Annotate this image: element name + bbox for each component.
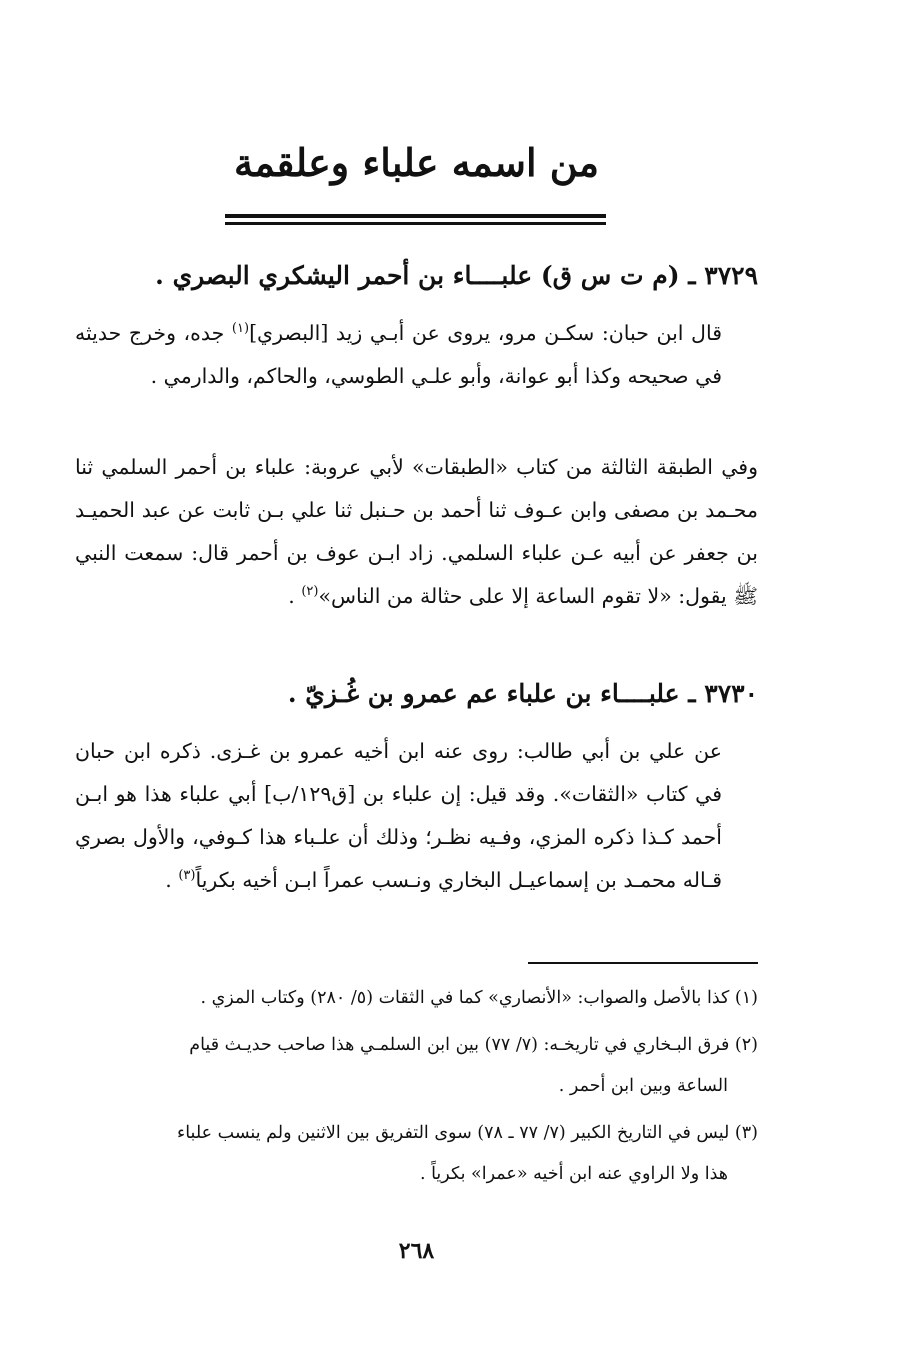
paragraph-text: قال ابن حبان: سكـن مرو، يروى عن أبـي زيد [البصري]	[249, 321, 722, 345]
paragraph-text: .	[165, 868, 179, 892]
chapter-title: من اسمه علباء وعلقمة	[233, 140, 600, 185]
footnote-separator	[528, 962, 758, 964]
entry-heading-3730: ٣٧٣٠ ـ علبــــاء بن علباء عم عمرو بن غُـزيّ .	[287, 679, 758, 708]
entry-3729-paragraph-2	[75, 446, 758, 618]
footnote-2	[75, 1025, 758, 1107]
footnote-text: (٣) ليس في التاريخ الكبير (٧/ ٧٧ ـ ٧٨) سوى التفريق بين الاثنين ولم ينسب علباء	[177, 1123, 758, 1143]
page-number: ٢٦٨	[398, 1238, 435, 1264]
footnote-3	[75, 1113, 758, 1195]
footnote-marker-1: (١)	[231, 321, 250, 337]
paragraph-text: وفي الطبقة الثالثة من كتاب «الطبقات» لأبي عروبة: علباء بن أحمر السلمي ثنا محـمد بن مصفى وابن عـوف ثنا أحمد بن حـنبل ثنا علي بـن ثابت عن عبد الحميـد بن جعفر عن أبيه عـن علباء السلمي. زاد ابـن عوف بن أحمر قال: سمعت النبي ﷺ يقول: «لا تقوم الساعة إلا على حثالة من الناس»	[75, 455, 758, 608]
footnote-marker-3: (٣)	[178, 868, 196, 884]
entry-3729-paragraph-1	[75, 312, 758, 398]
footnote-continuation: الساعة وبين ابن أحمر .	[558, 1076, 728, 1096]
title-double-rule	[225, 214, 606, 228]
paragraph-text: جده، وخرج حديثه في صحيحه وكذا أبو عوانة، وأبو علـي الطوسي، والحاكم، والدارمي .	[75, 321, 722, 388]
footnote-marker-2: (٢)	[301, 584, 319, 600]
entry-heading-3729: ٣٧٢٩ ـ (م ت س ق) علبــــاء بن أحمر اليشكري البصري .	[155, 261, 758, 290]
footnotes	[75, 978, 758, 1201]
entry-3730-paragraph-1	[75, 730, 758, 902]
footnote-1	[75, 978, 758, 1019]
footnote-text: (٢) فرق البـخاري في تاريخـه: (٧/ ٧٧) بين ابن السلمـي هذا صاحب حديـث قيام	[189, 1035, 758, 1055]
book-page	[75, 0, 758, 1364]
paragraph-text: عن علي بن أبي طالب: روى عنه ابن أخيه عمرو بن غـزى. ذكره ابن حبان في كتاب «الثقات». وقد قيل: إن علباء بن [ق١٢٩/ب] أبي علباء هذا هو ابـن أحمد كـذا ذكره المزي، وفـيه نظـر؛ وذلك أن علـباء هذا كـوفي، والأول بصري قـاله محمـد بن إسماعيـل البخاري ونـسب عمراً ابـن أخيه بكرياً	[75, 739, 722, 892]
footnote-text: (١) كذا بالأصل والصواب: «الأنصاري» كما في الثقات (٥/ ٢٨٠) وكتاب المزي .	[200, 988, 758, 1008]
footnote-continuation: هذا ولا الراوي عنه ابن أخيه «عمرا» بكرياً .	[419, 1164, 728, 1184]
paragraph-text: .	[288, 584, 302, 608]
